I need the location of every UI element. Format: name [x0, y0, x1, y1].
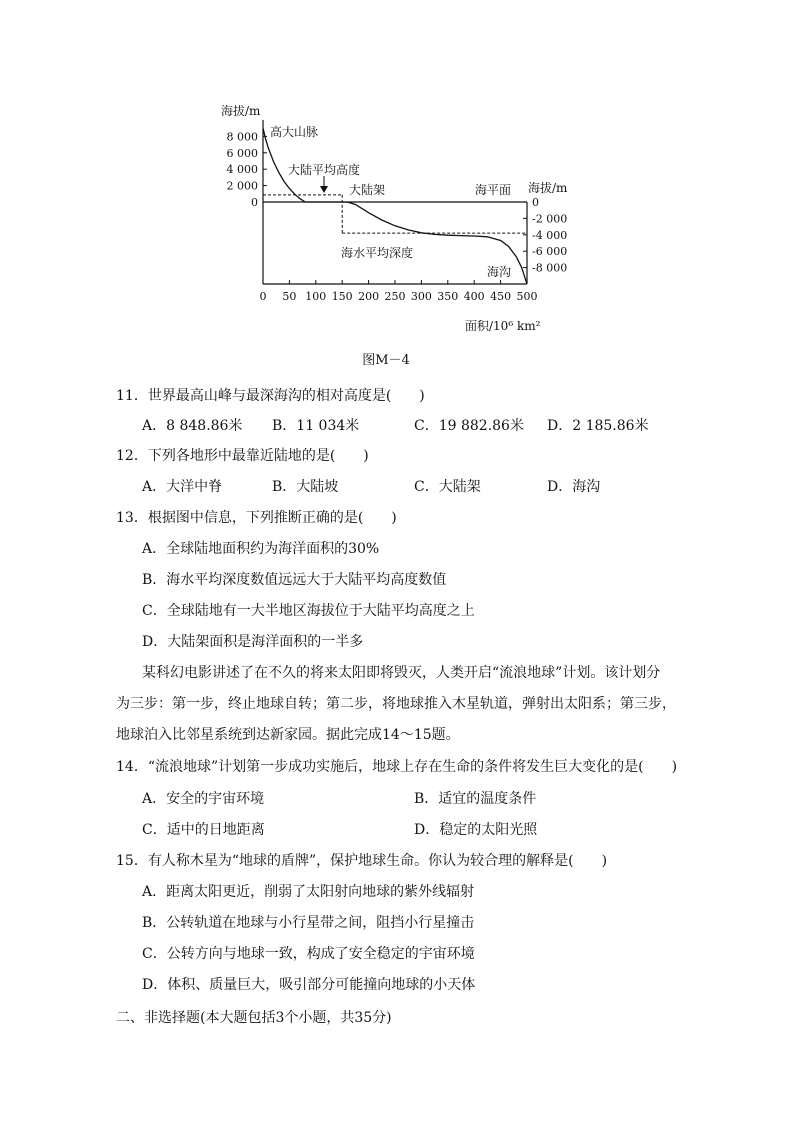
q15-option-b: B．公转轨道在地球与小行星带之间，阻挡小行星撞击 [142, 915, 475, 931]
right-y-tick-label: 0 [532, 196, 539, 209]
x-tick-label: 350 [437, 290, 459, 303]
label-mountains: 高大山脉 [270, 125, 319, 139]
figure-caption: 图M－4 [362, 353, 410, 368]
question-14-stem: 14．“流浪地球”计划第一步成功实施后，地球上存在生命的条件将发生巨大变化的是( ) [116, 759, 678, 775]
hypsometric-curve [263, 128, 527, 284]
q12-option-a: A．大洋中脊 [142, 479, 223, 495]
q13-option-a: A．全球陆地面积约为海洋面积的30% [142, 541, 380, 557]
passage-line-1: 某科幻电影讲述了在不久的将来太阳即将毁灭，人类开启“流浪地球”计划。该计划分 [142, 665, 661, 681]
x-tick-label: 100 [305, 290, 327, 303]
q12-option-d: D．海沟 [547, 479, 601, 495]
q15-option-a: A．距离太阳更近，削弱了太阳射向地球的紫外线辐射 [142, 884, 475, 900]
question-13-stem: 13．根据图中信息，下列推断正确的是( ) [116, 510, 397, 526]
right-y-tick-label: -2 000 [532, 212, 568, 226]
q14-option-c: C．适中的日地距离 [142, 822, 265, 838]
q11-option-c: C．19 882.86米 [414, 418, 524, 434]
q13-option-c: C．全球陆地有一大半地区海拔位于大陆平均高度之上 [142, 603, 475, 619]
chart-ticks [227, 130, 568, 303]
left-y-tick-label: 8 000 [226, 130, 258, 144]
x-tick-label: 500 [516, 290, 538, 303]
q15-option-c: C．公转方向与地球一致，构成了安全稳定的宇宙环境 [142, 946, 475, 962]
section-2-heading: 二、非选择题(本大题包括3个小题，共35分) [116, 1010, 392, 1026]
left-y-tick-label: 6 000 [226, 146, 258, 160]
elevation-area-chart [0, 0, 794, 370]
label-sea-level: 海平面 [475, 183, 512, 197]
q13-option-d: D．大陆架面积是海洋面积的一半多 [142, 634, 364, 650]
left-y-tick-label: 2 000 [226, 179, 258, 193]
q14-option-d: D．稳定的太阳光照 [414, 822, 538, 838]
q11-option-b: B．11 034米 [272, 418, 360, 434]
x-tick-label: 200 [358, 290, 380, 303]
x-tick-label: 400 [463, 290, 485, 303]
right-y-tick-label: -4 000 [532, 228, 568, 242]
q15-option-d: D．体积、质量巨大，吸引部分可能撞向地球的小天体 [142, 977, 476, 993]
x-tick-label: 450 [490, 290, 512, 303]
label-trench: 海沟 [487, 265, 512, 279]
question-15-stem: 15．有人称木星为“地球的盾牌”，保护地球生命。你认为较合理的解释是( ) [116, 853, 608, 869]
right-y-tick-label: -6 000 [532, 245, 568, 259]
q12-option-b: B．大陆坡 [272, 479, 339, 495]
q12-option-c: C．大陆架 [414, 479, 481, 495]
continent-average-arrow [320, 176, 328, 193]
left-y-tick-label: 4 000 [226, 163, 258, 177]
right-axis-title: 海拔/m [528, 181, 568, 195]
q14-option-a: A．安全的宇宙环境 [142, 791, 265, 807]
label-continental-shelf: 大陆架 [349, 183, 386, 197]
label-ocean-average-depth: 海水平均深度 [341, 246, 414, 260]
question-12-stem: 12．下列各地形中最靠近陆地的是( ) [116, 448, 369, 464]
left-y-tick-label: 0 [251, 196, 258, 209]
x-tick-label: 250 [384, 290, 406, 303]
passage-line-3: 地球泊入比邻星系统到达新家园。据此完成14～15题。 [116, 727, 460, 743]
x-tick-label: 150 [331, 290, 353, 303]
q14-option-b: B．适宜的温度条件 [414, 791, 537, 807]
q11-option-a: A．8 848.86米 [142, 418, 243, 434]
x-tick-label: 0 [259, 290, 267, 303]
x-tick-label: 50 [282, 290, 297, 303]
x-tick-label: 300 [410, 290, 432, 303]
q13-option-b: B．海水平均深度数值远远大于大陆平均高度数值 [142, 572, 447, 588]
label-continent-average: 大陆平均高度 [288, 163, 361, 177]
question-11-stem: 11．世界最高山峰与最深海沟的相对高度是( ) [116, 388, 425, 404]
q11-option-d: D．2 185.86米 [547, 418, 649, 434]
left-axis-title: 海拔/m [221, 104, 261, 118]
right-y-tick-label: -8 000 [532, 261, 568, 275]
passage-line-2: 为三步：第一步，终止地球自转；第二步，将地球推入木星轨道，弹射出太阳系；第三步， [116, 696, 676, 712]
x-axis-title: 面积/10⁶ km² [465, 319, 541, 333]
